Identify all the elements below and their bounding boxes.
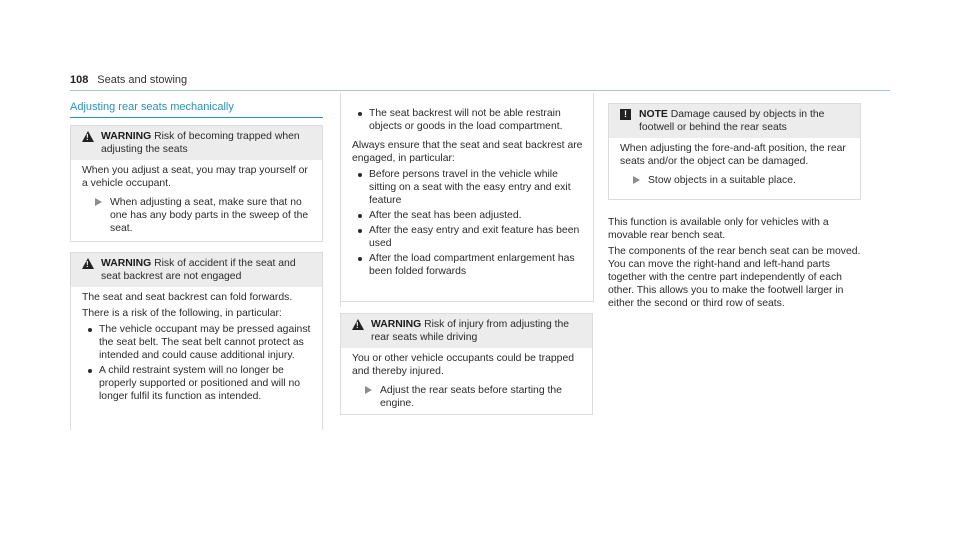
description-text — [608, 216, 870, 313]
warning-text: When you adjust a seat, you may trap yourself or a vehicle occupant. — [82, 165, 308, 189]
warning-continued — [340, 103, 590, 286]
note-box-damage — [608, 103, 861, 200]
section-title: Adjusting rear seats mechanically — [70, 101, 323, 118]
warning-header — [341, 314, 592, 348]
warning-header — [71, 253, 322, 287]
list-item: After the load compartment enlargement has been folded forwards — [352, 252, 584, 278]
warning-body — [71, 160, 322, 241]
warning-signal-word: WARNING — [101, 131, 152, 142]
list-item: The vehicle occupant may be pressed against the seat belt. The seat belt cannot protect as intended and could cause additional injury. — [82, 323, 316, 362]
step-text: Adjust the rear seats before starting the engine. — [380, 385, 562, 409]
list-item: A child restraint system will no longer be properly supported or positioned and will no longer fulfil its function as intended. — [82, 364, 316, 403]
body-paragraph: This function is available only for vehicles with a movable rear bench seat. — [608, 217, 829, 241]
note-heading: Damage caused by objects in the footwell or behind the rear seats — [639, 109, 825, 133]
warning-text: The seat and seat backrest can fold forwards. — [82, 292, 293, 303]
step-text: Stow objects in a suitable place. — [648, 175, 796, 186]
warning-box-accident — [70, 252, 323, 430]
warning-signal-word: WARNING — [101, 258, 152, 269]
warning-icon: ! — [82, 131, 94, 142]
list-item: The seat backrest will not be able restrain objects or goods in the load compartment. — [352, 107, 584, 133]
spacer — [322, 93, 323, 105]
page-number: 108 — [70, 74, 89, 86]
risk-list-continued — [352, 107, 584, 133]
warning-text: There is a risk of the following, in particular: — [82, 308, 282, 319]
warning-heading: Risk of injury from adjusting the rear seats while driving — [371, 319, 570, 343]
warning-box-injury — [340, 313, 593, 415]
step-arrow-icon — [365, 386, 372, 394]
step-text: When adjusting a seat, make sure that no one has any body parts in the sweep of the seat. — [110, 197, 309, 234]
list-item: Before persons travel in the vehicle while sitting on a seat with the easy entry and exit feature — [352, 168, 584, 207]
warning-icon: ! — [352, 319, 364, 330]
warning-continued-body — [340, 103, 590, 286]
condition-list — [352, 168, 584, 278]
list-item: After the seat has been adjusted. — [352, 209, 584, 222]
list-item: After the easy entry and exit feature has been used — [352, 224, 584, 250]
warning-text: You or other vehicle occupants could be trapped and thereby injured. — [352, 353, 575, 377]
box-border-right — [593, 93, 594, 302]
warning-heading: Risk of accident if the seat and seat backrest are not engaged — [101, 258, 296, 282]
warning-body — [341, 348, 592, 416]
action-step — [82, 196, 316, 235]
body-paragraph: The components of the rear bench seat can be moved. You can move the right-hand and left-hand parts together with the centre part independently of each other. This allows you to make the footwell larger in either the second or third row of seats. — [608, 246, 861, 309]
action-step — [620, 174, 854, 187]
note-signal-word: NOTE — [639, 109, 668, 120]
warning-signal-word: WARNING — [371, 319, 422, 330]
note-text: When adjusting the fore-and-aft position, the rear seats and/or the object can be damaged. — [620, 143, 846, 167]
warning-header — [71, 126, 322, 160]
step-arrow-icon — [95, 198, 102, 206]
step-arrow-icon — [633, 176, 640, 184]
risk-list — [82, 323, 316, 403]
note-body — [609, 138, 860, 193]
warning-body — [71, 287, 322, 411]
warning-box-trapped — [70, 125, 323, 242]
page-header — [70, 74, 890, 91]
box-border-bottom — [340, 301, 593, 302]
page-chapter-title: Seats and stowing — [97, 74, 188, 86]
note-icon: ! — [620, 109, 631, 120]
warning-heading: Risk of becoming trapped when adjusting the seats — [101, 131, 300, 155]
instruction-text: Always ensure that the seat and seat backrest are engaged, in particular: — [352, 140, 583, 164]
action-step — [352, 384, 586, 410]
note-header — [609, 104, 860, 138]
warning-icon: ! — [82, 258, 94, 269]
